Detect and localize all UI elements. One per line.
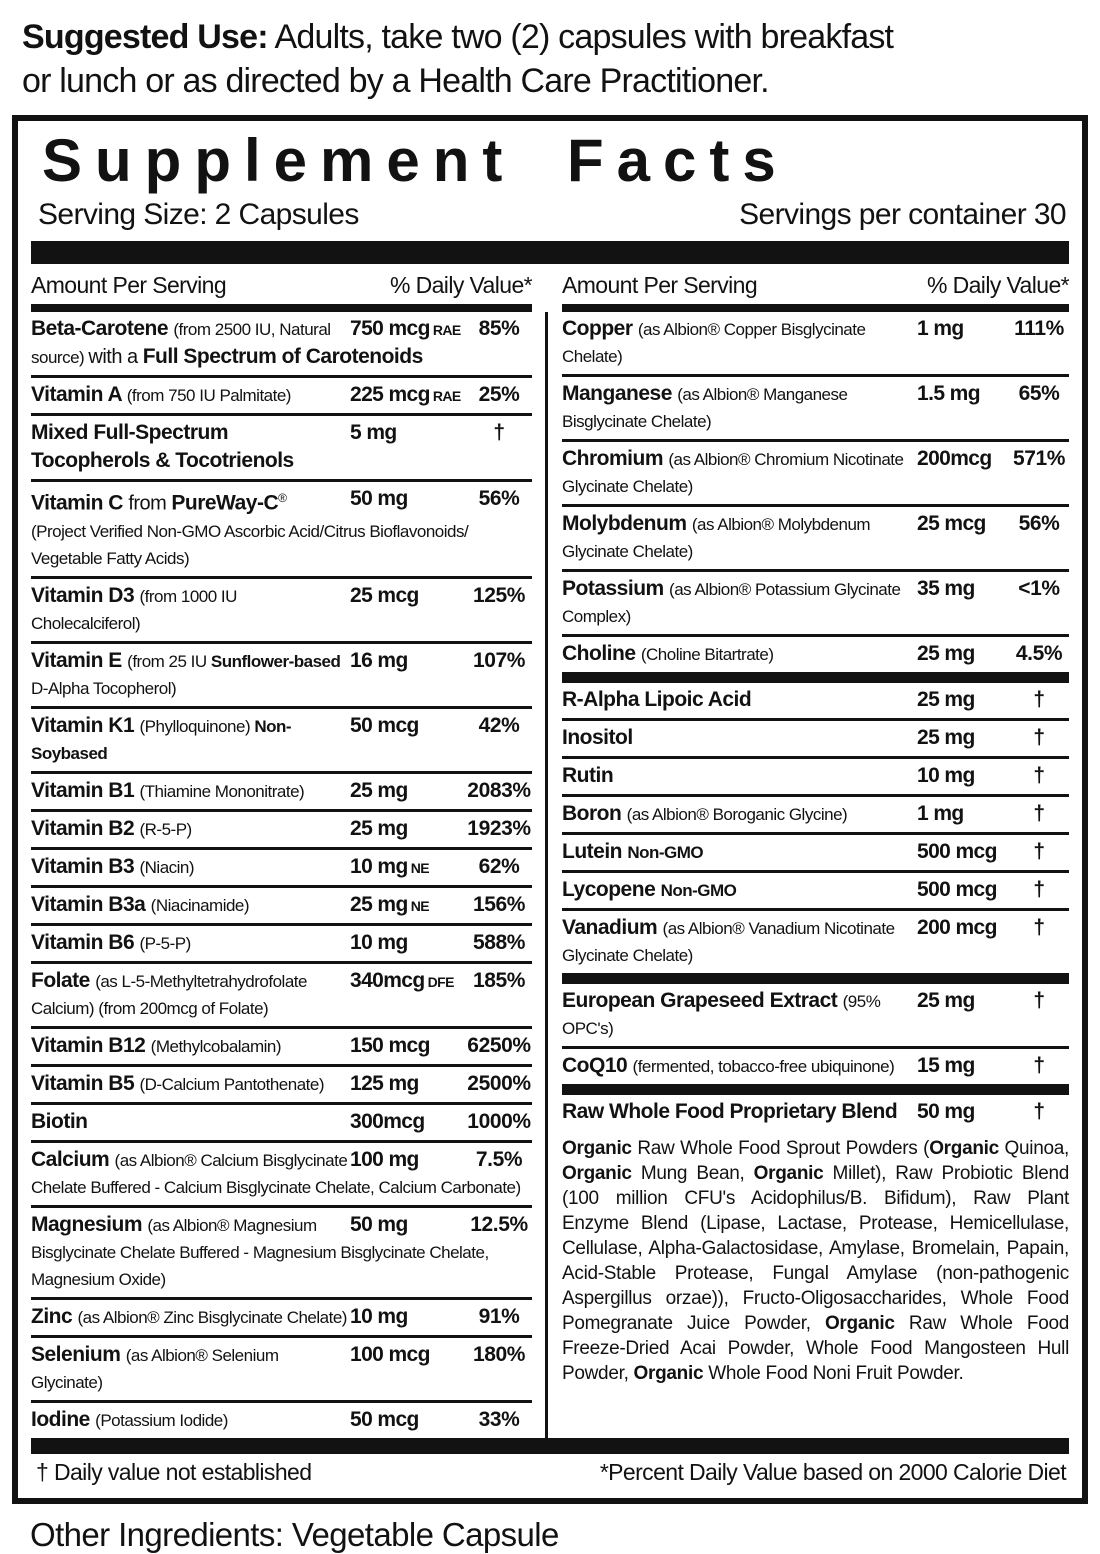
amount-value: 1 mg bbox=[917, 317, 964, 341]
text-segment: Chromium bbox=[562, 447, 669, 471]
text-segment: (fermented, tobacco-free ubiquinone) bbox=[632, 1057, 895, 1077]
section-divider-bar bbox=[562, 973, 1069, 984]
row-values bbox=[350, 1146, 532, 1172]
row-values bbox=[350, 582, 532, 608]
row-coq10 bbox=[562, 1046, 1069, 1084]
footer-divider-bar bbox=[31, 1438, 1069, 1454]
amount-value: 225 mcg RAE bbox=[350, 383, 461, 407]
amount-value: 100 mcg bbox=[350, 1342, 430, 1366]
text-segment: Zinc bbox=[31, 1304, 78, 1328]
text-segment: Molybdenum bbox=[562, 512, 692, 536]
daily-value: 180% bbox=[472, 1342, 526, 1366]
suggested-use-line2: or lunch or as directed by a Health Care Practitioner. bbox=[22, 61, 769, 100]
row-values bbox=[917, 380, 1069, 406]
daily-value: 85% bbox=[478, 317, 520, 341]
text-segment: Magnesium bbox=[31, 1212, 148, 1236]
row-values bbox=[917, 640, 1069, 666]
text-segment: Organic bbox=[824, 1313, 895, 1335]
amount-value: 50 mg bbox=[350, 1212, 408, 1236]
row-values bbox=[350, 891, 532, 917]
daily-value-header: % Daily Value* bbox=[926, 272, 1069, 299]
row-vitamin-b5 bbox=[31, 1064, 532, 1102]
row-vitamin-k1 bbox=[31, 706, 532, 771]
text-segment: (from 2500 IU, Natural source) bbox=[31, 320, 331, 368]
daily-value: † bbox=[1033, 1100, 1045, 1124]
row-values bbox=[917, 315, 1069, 341]
text-segment: (Niacinamide) bbox=[150, 895, 250, 915]
row-magnesium bbox=[31, 1205, 532, 1297]
panel-title: Supplement Facts bbox=[42, 127, 789, 195]
text-segment: Rutin bbox=[562, 764, 614, 788]
row-vitamin-b6 bbox=[31, 923, 532, 961]
text-segment: Vitamin C bbox=[31, 491, 129, 515]
row-values bbox=[917, 510, 1069, 536]
section-divider-bar bbox=[562, 672, 1069, 683]
column-right bbox=[550, 264, 1069, 1438]
amount-per-serving-header: Amount Per Serving bbox=[562, 272, 758, 299]
amount-value: 25 mg bbox=[350, 778, 408, 802]
amount-value: 50 mcg bbox=[350, 713, 419, 737]
daily-value: 65% bbox=[1018, 382, 1060, 406]
row-manganese bbox=[562, 374, 1069, 439]
left-nutrient-rows bbox=[31, 312, 532, 1438]
column-header-bar bbox=[562, 304, 1069, 312]
text-segment: Mixed Full-Spectrum Tocopherols & Tocotrienols bbox=[31, 421, 294, 473]
row-values bbox=[350, 1211, 532, 1237]
daily-value: † bbox=[1033, 764, 1045, 788]
daily-value: † bbox=[1033, 1054, 1045, 1078]
text-segment: (R-5-P) bbox=[139, 819, 192, 839]
text-segment: Vitamin E bbox=[31, 648, 128, 672]
row-selenium bbox=[31, 1335, 532, 1400]
amount-unit: NE bbox=[410, 859, 429, 876]
daily-value: 2083% bbox=[467, 778, 531, 802]
amount-value: 200 mcg bbox=[917, 916, 997, 940]
amount-value: 25 mg bbox=[917, 726, 975, 750]
text-segment: from bbox=[128, 492, 172, 515]
text-segment: Folate bbox=[31, 968, 96, 992]
text-segment: (95% OPC's) bbox=[562, 992, 881, 1039]
text-segment: Vitamin B1 bbox=[31, 778, 140, 802]
daily-value: 107% bbox=[472, 648, 526, 672]
row-values bbox=[350, 1303, 532, 1329]
daily-value: 1000% bbox=[467, 1109, 531, 1133]
row-values bbox=[350, 1108, 532, 1134]
daily-value: 571% bbox=[1012, 447, 1066, 471]
row-values bbox=[917, 1052, 1069, 1078]
serving-size: Serving Size: 2 Capsules bbox=[38, 198, 359, 232]
supplement-facts-panel bbox=[12, 115, 1088, 1504]
row-values bbox=[917, 762, 1069, 788]
amount-value: 35 mg bbox=[917, 577, 975, 601]
amount-value: 150 mcg bbox=[350, 1033, 430, 1057]
text-segment: Organic bbox=[562, 1163, 632, 1185]
text-segment: (D-Calcium Pantothenate) bbox=[139, 1074, 325, 1094]
text-segment: Non-GMO bbox=[660, 881, 737, 901]
row-biotin bbox=[31, 1102, 532, 1140]
row-chromium bbox=[562, 439, 1069, 504]
row-rutin bbox=[562, 756, 1069, 794]
row-vitamin-b12 bbox=[31, 1026, 532, 1064]
row-copper bbox=[562, 312, 1069, 374]
text-segment: Iodine bbox=[31, 1407, 96, 1431]
amount-value: 300mcg bbox=[350, 1109, 425, 1133]
amount-unit: NE bbox=[410, 897, 429, 914]
amount-value: 25 mg bbox=[350, 816, 408, 840]
row-lutein bbox=[562, 832, 1069, 870]
text-segment: Potassium bbox=[562, 577, 670, 601]
section-divider-bar bbox=[562, 1084, 1069, 1095]
row-values bbox=[350, 815, 532, 841]
amount-value: 1 mg bbox=[917, 802, 964, 826]
row-values bbox=[350, 967, 532, 993]
daily-value: 2500% bbox=[467, 1071, 531, 1095]
text-segment: (as Albion® Boroganic Glycine) bbox=[626, 805, 848, 825]
daily-value: † bbox=[493, 421, 505, 445]
row-inositol bbox=[562, 718, 1069, 756]
amount-unit: DFE bbox=[427, 973, 454, 990]
row-values bbox=[350, 853, 532, 879]
row-r-alpha-lipoic-acid bbox=[562, 683, 1069, 718]
daily-value: 56% bbox=[1018, 512, 1060, 536]
other-ingredients: Other Ingredients: Vegetable Capsule bbox=[30, 1515, 559, 1553]
row-vanadium bbox=[562, 908, 1069, 973]
text-segment: Vanadium bbox=[562, 916, 663, 940]
daily-value: † bbox=[1033, 840, 1045, 864]
amount-value: 200mcg bbox=[917, 447, 992, 471]
row-raw-whole-food-proprietary-blend bbox=[562, 1095, 1069, 1130]
daily-value: 56% bbox=[478, 487, 520, 511]
text-segment: (as Albion® Copper Bisglycinate Chelate) bbox=[562, 320, 866, 367]
amount-value: 50 mg bbox=[350, 487, 408, 511]
row-calcium bbox=[31, 1140, 532, 1205]
row-vitamin-a bbox=[31, 375, 532, 413]
text-segment: (as Albion® Calcium Bisglycinate Chelate Buffered - Calcium Bisglycinate Chelate, Calcium Carbonate) bbox=[31, 1150, 521, 1197]
text-segment: (as Albion® Manganese Bisglycinate Chelate) bbox=[562, 385, 848, 432]
row-vitamin-b2 bbox=[31, 809, 532, 847]
row-values bbox=[917, 1098, 1069, 1124]
text-segment: (Choline Bitartrate) bbox=[640, 645, 774, 665]
row-values bbox=[350, 419, 532, 445]
daily-value: 42% bbox=[478, 713, 520, 737]
amount-value: 25 mg bbox=[917, 642, 975, 666]
text-segment: Biotin bbox=[31, 1109, 88, 1133]
text-segment: ® bbox=[278, 491, 287, 506]
row-vitamin-e bbox=[31, 641, 532, 706]
percent-dv-footnote: *Percent Daily Value based on 2000 Calorie Diet bbox=[599, 1458, 1066, 1485]
amount-value: 25 mcg bbox=[917, 512, 986, 536]
text-segment: Raw Whole Food Sprout Powders ( bbox=[631, 1138, 930, 1160]
text-segment: Organic bbox=[633, 1363, 704, 1385]
amount-unit: RAE bbox=[432, 388, 461, 405]
column-header-bar bbox=[31, 304, 532, 312]
amount-value: 1.5 mg bbox=[917, 382, 980, 406]
row-molybdenum bbox=[562, 504, 1069, 569]
row-mixed-full-spectrum-tocopherols-tocotrienols bbox=[31, 413, 532, 479]
amount-value: 50 mcg bbox=[350, 1407, 419, 1431]
header-divider-bar bbox=[31, 241, 1069, 264]
column-left bbox=[31, 264, 550, 1438]
amount-value: 25 mg bbox=[917, 989, 975, 1013]
daily-value: 6250% bbox=[467, 1033, 531, 1057]
daily-value: <1% bbox=[1018, 577, 1060, 601]
amount-value: 100 mg bbox=[350, 1147, 419, 1171]
amount-value: 10 mg bbox=[350, 930, 408, 954]
text-segment: Vitamin B5 bbox=[31, 1071, 140, 1095]
row-values bbox=[350, 485, 532, 511]
text-segment: (as Albion® Magnesium Bisglycinate Chelate Buffered - Magnesium Bisglycinate Chelate, Magnesium Oxide) bbox=[31, 1215, 489, 1289]
amount-value: 15 mg bbox=[917, 1054, 975, 1078]
text-segment: (Project Verified Non-GMO Ascorbic Acid/Citrus Bioflavonoids/ Vegetable Fatty Acids) bbox=[31, 521, 469, 568]
right-nutrient-rows bbox=[562, 312, 1069, 1130]
text-segment: Millet), Raw Probiotic Blend (100 million CFU's Acidophilus/B. Bifidum), Raw Plant Enzyme Blend (Lipase, Lactase, Protease, Hemicellulase, Cellulase, Alpha-Galactosidase, Amylase, Bromelain, Papain, Acid-Stable Protease, Fungal Amylase (non-pathogenic Aspergillus orzae)), Fructo-Oligosaccharides, Whole Food Pomegranate Juice Powder, bbox=[562, 1163, 1069, 1335]
text-segment: European Grapeseed Extract bbox=[562, 989, 843, 1013]
text-segment: Vitamin B2 bbox=[31, 816, 140, 840]
row-values bbox=[917, 575, 1069, 601]
row-lycopene bbox=[562, 870, 1069, 908]
amount-value: 125 mg bbox=[350, 1071, 419, 1095]
text-segment: (as Albion® Chromium Nicotinate Glycinate Chelate) bbox=[562, 450, 904, 497]
text-segment: Vitamin B3a bbox=[31, 892, 151, 916]
text-segment: Selenium bbox=[31, 1342, 126, 1366]
text-segment: Non-Soybased bbox=[31, 716, 292, 763]
suggested-use-line1: Adults, take two (2) capsules with breakfast bbox=[267, 18, 894, 56]
row-vitamin-b3a bbox=[31, 885, 532, 923]
text-segment: (from 200mcg of Folate) bbox=[98, 998, 269, 1018]
text-segment: (from 1000 IU Cholecalciferol) bbox=[31, 586, 237, 633]
daily-value: † bbox=[1033, 878, 1045, 902]
column-left-header bbox=[31, 264, 532, 304]
row-choline bbox=[562, 634, 1069, 672]
amount-value: 10 mg bbox=[350, 1304, 408, 1328]
text-segment: (Niacin) bbox=[139, 857, 195, 877]
text-segment: Raw Whole Food Freeze-Dried Acai Powder, Whole Food Mangosteen Hull Powder, bbox=[562, 1313, 1069, 1385]
text-segment: Raw Whole Food Proprietary Blend bbox=[562, 1100, 898, 1124]
amount-value: 16 mg bbox=[350, 648, 408, 672]
daily-value: 111% bbox=[1014, 317, 1064, 341]
text-segment: (as Albion® Molybdenum Glycinate Chelate) bbox=[562, 515, 871, 562]
daily-value: † bbox=[1033, 688, 1045, 712]
row-iodine bbox=[31, 1400, 532, 1438]
row-vitamin-d3 bbox=[31, 576, 532, 641]
text-segment: Whole Food Noni Fruit Powder. bbox=[703, 1363, 964, 1385]
text-segment: Organic bbox=[562, 1138, 632, 1160]
text-segment: Organic bbox=[929, 1138, 999, 1160]
row-values bbox=[917, 445, 1069, 471]
amount-value: 10 mg NE bbox=[350, 854, 429, 878]
row-values bbox=[917, 724, 1069, 750]
row-values bbox=[917, 987, 1069, 1013]
text-segment: Choline bbox=[562, 642, 641, 666]
row-values bbox=[917, 914, 1069, 940]
daily-value: 185% bbox=[472, 968, 526, 992]
amount-value: 5 mg bbox=[350, 421, 397, 445]
daily-value: 62% bbox=[478, 854, 520, 878]
row-values bbox=[350, 381, 532, 407]
daily-value: 125% bbox=[472, 583, 526, 607]
text-segment: PureWay-C bbox=[171, 491, 279, 515]
text-segment: (P-5-P) bbox=[139, 933, 191, 953]
text-segment: with a bbox=[88, 346, 143, 369]
text-segment: Sunflower-based bbox=[210, 651, 341, 671]
row-values bbox=[350, 777, 532, 803]
row-values bbox=[350, 1341, 532, 1367]
text-segment: D-Alpha Tocopherol) bbox=[31, 678, 177, 698]
daily-value: 25% bbox=[478, 383, 520, 407]
row-values bbox=[917, 686, 1069, 712]
daily-value-header: % Daily Value* bbox=[389, 272, 532, 299]
text-segment: Vitamin A bbox=[31, 383, 127, 407]
text-segment: Copper bbox=[562, 317, 638, 341]
text-segment: (Methylcobalamin) bbox=[150, 1036, 282, 1056]
text-segment: Mung Bean, bbox=[631, 1163, 754, 1185]
amount-value: 500 mcg bbox=[917, 878, 997, 902]
text-segment: Manganese bbox=[562, 382, 678, 406]
daily-value: 7.5% bbox=[475, 1147, 523, 1171]
text-segment: Lycopene bbox=[562, 878, 661, 902]
text-segment: Organic bbox=[753, 1163, 824, 1185]
row-values bbox=[350, 1032, 532, 1058]
text-segment: Lutein bbox=[562, 840, 628, 864]
text-segment: Full Spectrum of Carotenoids bbox=[142, 345, 423, 369]
row-beta-carotene bbox=[31, 312, 532, 375]
row-vitamin-b1 bbox=[31, 771, 532, 809]
text-segment: (as Albion® Zinc Bisglycinate Chelate) bbox=[77, 1307, 347, 1327]
daily-value: † bbox=[1033, 726, 1045, 750]
amount-value: 25 mg NE bbox=[350, 892, 429, 916]
row-folate bbox=[31, 961, 532, 1026]
amount-value: 50 mg bbox=[917, 1100, 975, 1124]
suggested-use bbox=[22, 16, 1080, 103]
footnotes-row bbox=[18, 1454, 1082, 1498]
amount-value: 25 mg bbox=[917, 688, 975, 712]
text-segment: (Phylloquinone) bbox=[139, 716, 255, 736]
text-segment: (as Albion® Selenium Glycinate) bbox=[31, 1345, 279, 1392]
nutrient-columns bbox=[31, 264, 1069, 1438]
row-values bbox=[917, 800, 1069, 826]
text-segment: Vitamin D3 bbox=[31, 583, 140, 607]
row-values bbox=[350, 647, 532, 673]
proprietary-blend-description bbox=[562, 1130, 1069, 1392]
amount-unit: RAE bbox=[432, 322, 461, 339]
text-segment: Non-GMO bbox=[627, 843, 704, 863]
text-segment: Calcium bbox=[31, 1147, 115, 1171]
row-values bbox=[350, 1406, 532, 1432]
suggested-use-label: Suggested Use: bbox=[22, 18, 268, 56]
row-values bbox=[350, 929, 532, 955]
amount-value: 25 mcg bbox=[350, 583, 419, 607]
servings-per-container: Servings per container 30 bbox=[739, 198, 1066, 232]
daily-value: † bbox=[1033, 916, 1045, 940]
amount-value: 10 mg bbox=[917, 764, 975, 788]
daily-value: 4.5% bbox=[1015, 642, 1063, 666]
text-segment: (from 25 IU bbox=[127, 651, 211, 671]
text-segment: Vitamin B6 bbox=[31, 930, 140, 954]
amount-value: 500 mcg bbox=[917, 840, 997, 864]
daily-value-footnote: † Daily value not established bbox=[36, 1458, 312, 1485]
daily-value: 588% bbox=[472, 930, 526, 954]
row-boron bbox=[562, 794, 1069, 832]
column-divider bbox=[545, 312, 548, 1438]
row-vitamin-c bbox=[31, 479, 532, 576]
text-segment: Vitamin K1 bbox=[31, 713, 140, 737]
text-segment: (as Albion® Vanadium Nicotinate Glycinate Chelate) bbox=[562, 919, 895, 966]
row-values bbox=[350, 712, 532, 738]
row-values bbox=[350, 1070, 532, 1096]
text-segment: Vitamin B12 bbox=[31, 1033, 151, 1057]
text-segment: CoQ10 bbox=[562, 1054, 633, 1078]
daily-value: 156% bbox=[472, 892, 526, 916]
text-segment: Inositol bbox=[562, 726, 633, 750]
amount-per-serving-header: Amount Per Serving bbox=[31, 272, 227, 299]
text-segment: Boron bbox=[562, 802, 627, 826]
text-segment: (Thiamine Mononitrate) bbox=[139, 781, 305, 801]
daily-value: 1923% bbox=[467, 816, 531, 840]
column-right-header bbox=[562, 264, 1069, 304]
daily-value: † bbox=[1033, 989, 1045, 1013]
amount-value: 750 mcg RAE bbox=[350, 317, 461, 341]
text-segment: Beta-Carotene bbox=[31, 317, 174, 341]
text-segment: (from 750 IU Palmitate) bbox=[126, 386, 291, 406]
row-values bbox=[917, 838, 1069, 864]
text-segment: Quinoa, bbox=[998, 1138, 1069, 1160]
row-zinc bbox=[31, 1297, 532, 1335]
daily-value: 91% bbox=[478, 1304, 520, 1328]
text-segment: (as Albion® Potassium Glycinate Complex) bbox=[562, 580, 901, 627]
row-values bbox=[350, 315, 532, 341]
daily-value: 33% bbox=[478, 1407, 520, 1431]
text-segment: R-Alpha Lipoic Acid bbox=[562, 688, 752, 712]
row-vitamin-b3 bbox=[31, 847, 532, 885]
row-values bbox=[917, 876, 1069, 902]
text-segment: (Potassium Iodide) bbox=[95, 1410, 228, 1430]
text-segment: (as L-5-Methyltetrahydrofolate Calcium) bbox=[31, 971, 307, 1018]
daily-value: 12.5% bbox=[470, 1212, 528, 1236]
text-segment: Vitamin B3 bbox=[31, 854, 140, 878]
daily-value: † bbox=[1033, 802, 1045, 826]
serving-info-row bbox=[18, 192, 1082, 241]
row-european-grapeseed-extract bbox=[562, 984, 1069, 1046]
row-potassium bbox=[562, 569, 1069, 634]
amount-value: 340mcg DFE bbox=[350, 968, 454, 992]
